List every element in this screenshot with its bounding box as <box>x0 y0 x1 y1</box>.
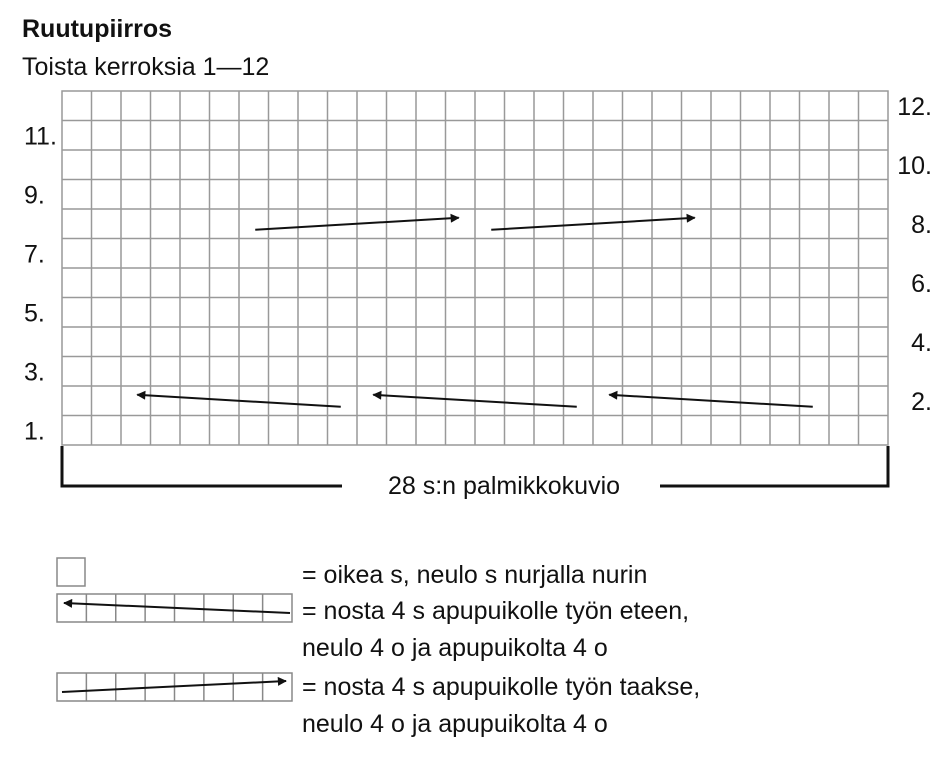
row-label-left: 11. <box>24 122 57 151</box>
legend-text-cable-back-1: = nosta 4 s apupuikolle työn taakse, <box>302 673 701 701</box>
row-label-right: 2. <box>911 387 932 416</box>
row-label-right: 4. <box>911 328 932 357</box>
pattern-bracket <box>62 446 888 500</box>
chart-title: Ruutupiirros <box>22 15 172 43</box>
row-label-right: 12. <box>897 92 932 121</box>
row-label-right: 10. <box>897 151 932 180</box>
row-label-right: 6. <box>911 269 932 298</box>
chart-grid <box>62 91 888 445</box>
row-label-left: 9. <box>24 181 45 210</box>
legend-empty-square-icon <box>57 558 85 586</box>
bracket-label: 28 s:n palmikkokuvio <box>387 472 621 500</box>
legend-text-cable-front-2: neulo 4 o ja apupuikolta 4 o <box>302 634 608 662</box>
bracket-left-line <box>62 446 342 486</box>
legend-text-cable-back-2: neulo 4 o ja apupuikolta 4 o <box>302 710 608 738</box>
bracket-right-line <box>660 446 888 486</box>
row-label-left: 5. <box>24 299 45 328</box>
row-label-right: 8. <box>911 210 932 239</box>
row-label-left: 1. <box>24 417 45 446</box>
legend-text-knit: = oikea s, neulo s nurjalla nurin <box>302 561 648 589</box>
row-label-left: 7. <box>24 240 45 269</box>
legend-symbols <box>57 558 292 701</box>
legend-text-cable-front-1: = nosta 4 s apupuikolle työn eteen, <box>302 597 690 625</box>
row-label-left: 3. <box>24 358 45 387</box>
chart-subtitle: Toista kerroksia 1—12 <box>22 53 270 81</box>
